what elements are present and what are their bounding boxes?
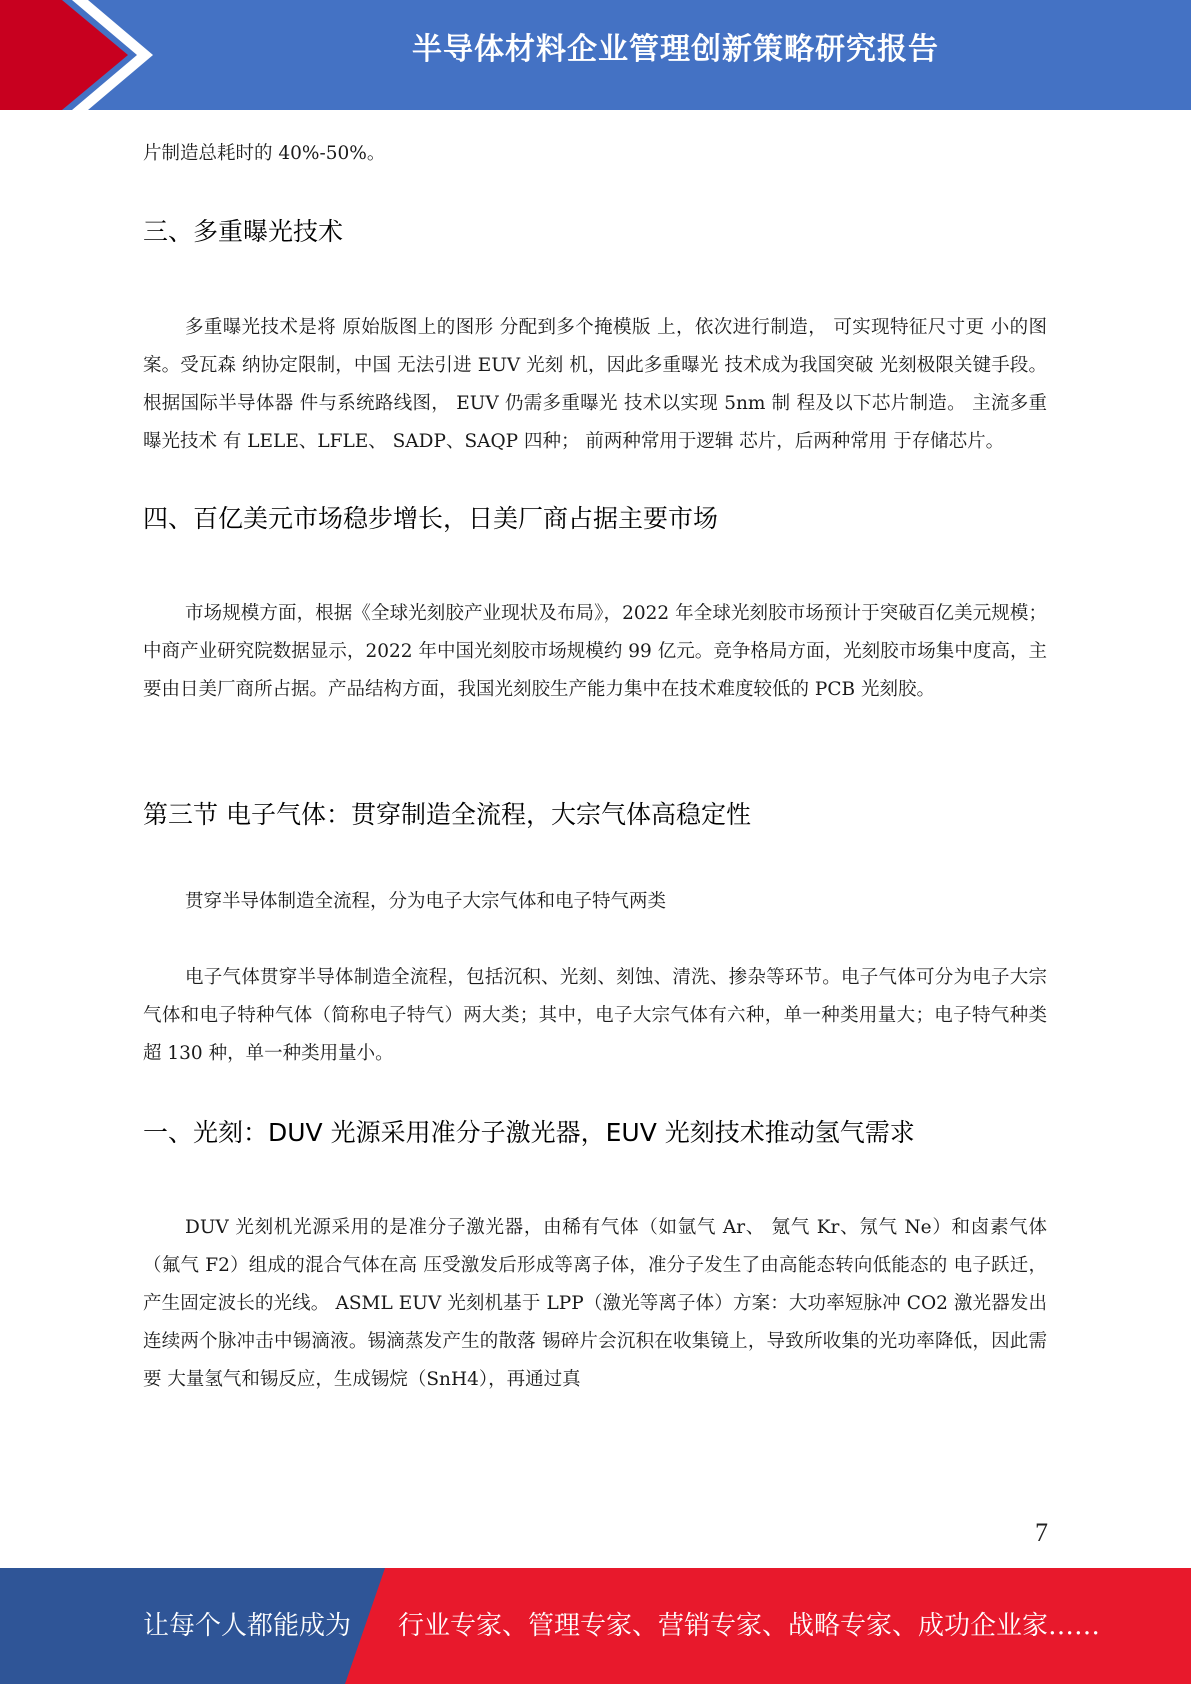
multi-exposure-paragraph: 多重曝光技术是将 原始版图上的图形 分配到多个掩模版 上，依次进行制造， 可实现特征尺寸更 小的图案。受瓦森 纳协定限制，中国 无法引进 EUV 光刻 机，因此多重曝光 技术成为我国突破 光刻极限关键手段。 根据国际半导体器 件与系统路线图， EUV 仍需多重曝光 技术以实现 5nm 制 程及以下芯片制造。 主流多重曝光技术 有 LELE、LFLE、 SADP、SAQP 四种； 前两种常用于逻辑 芯片，后两种常用 于存储芯片。 bbox=[143, 317, 1047, 452]
report-title: 半导体材料企业管理创新策略研究报告 bbox=[412, 32, 939, 67]
page-footer bbox=[0, 1568, 1191, 1684]
header-chevron-logo bbox=[0, 0, 160, 110]
page-number: 7 bbox=[1035, 1518, 1048, 1547]
heading-section-3: 第三节 电子气体：贯穿制造全流程，大宗气体高稳定性 bbox=[143, 800, 751, 829]
heading-multi-exposure: 三、多重曝光技术 bbox=[143, 217, 344, 246]
page-header bbox=[0, 0, 1191, 110]
gas-subtitle-paragraph: 贯穿半导体制造全流程，分为电子大宗气体和电子特气两类 bbox=[185, 891, 667, 912]
footer-slogan-right: 行业专家、管理专家、营销专家、战略专家、成功企业家…… bbox=[398, 1611, 1101, 1641]
page-content bbox=[143, 135, 1047, 1399]
footer-slogan-left: 让每个人都能成为 bbox=[143, 1611, 352, 1641]
lithography-paragraph: DUV 光刻机光源采用的是准分子激光器，由稀有气体（如氩气 Ar、 氪气 Kr、氖气 Ne）和卤素气体（氟气 F2）组成的混合气体在高 压受激发后形成等离子体，准分子发生了由高能态转向低能态的 电子跃迁，产生固定波长的光线。 ASML EUV 光刻机基于 LPP（激光等离子体）方案：大功率短脉冲 CO2 激光器发出连续两个脉冲击中锡滴液。锡滴蒸发产生的散落 锡碎片会沉积在收集镜上，导致所收集的光功率降低，因此需要 大量氢气和锡反应，生成锡烷（SnH4），再通过真 bbox=[143, 1217, 1047, 1390]
heading-lithography: 一、光刻：DUV 光源采用准分子激光器，EUV 光刻技术推动氢气需求 bbox=[143, 1118, 915, 1147]
market-paragraph: 市场规模方面，根据《全球光刻胶产业现状及布局》，2022 年全球光刻胶市场预计于突破百亿美元规模；中商产业研究院数据显示，2022 年中国光刻胶市场规模约 99 亿元。竞争格局方面，光刻胶市场集中度高，主要由日美厂商所占据。产品结构方面，我国光刻胶生产能力集中在技术难度较低的 PCB 光刻胶。 bbox=[143, 603, 1047, 700]
heading-market: 四、百亿美元市场稳步增长，日美厂商占据主要市场 bbox=[143, 504, 719, 533]
gas-paragraph: 电子气体贯穿半导体制造全流程，包括沉积、光刻、刻蚀、清洗、掺杂等环节。电子气体可分为电子大宗气体和电子特种气体（简称电子特气）两大类；其中，电子大宗气体有六种，单一种类用量大；电子特气种类超 130 种，单一种类用量小。 bbox=[143, 967, 1047, 1064]
intro-paragraph: 片制造总耗时的 40%-50%。 bbox=[143, 143, 386, 164]
